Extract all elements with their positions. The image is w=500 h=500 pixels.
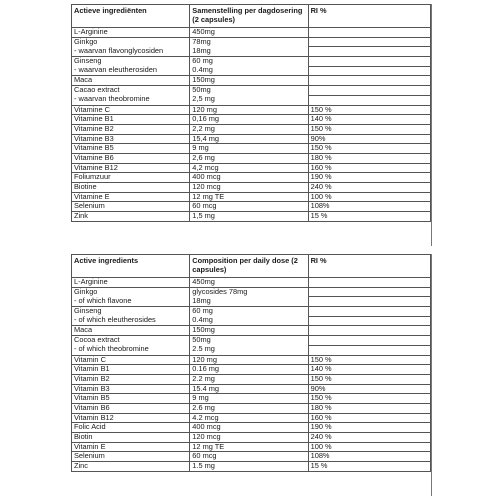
table-row: [72, 37, 431, 47]
ingredient-name: Cocoa extract: [72, 336, 190, 346]
ingredient-ri: [308, 57, 430, 67]
header-ingredients: Active ingredients: [72, 255, 190, 278]
ingredient-ri: 150 %: [308, 374, 430, 384]
table-row: [72, 105, 431, 115]
ingredient-amount: 12 mg TE: [190, 442, 308, 452]
table-row: [72, 413, 431, 423]
table-row: [72, 66, 431, 76]
ingredient-ri: [308, 66, 430, 76]
table-row: [72, 365, 431, 375]
ingredient-name: Cacao extract: [72, 86, 190, 96]
ingredient-name: Vitamine B2: [72, 124, 190, 134]
table-row: [72, 95, 431, 105]
ingredient-ri: 190 %: [308, 423, 430, 433]
ingredients-table-dutch: [71, 4, 431, 222]
table-row: [72, 374, 431, 384]
ingredient-ri: 140 %: [308, 115, 430, 125]
ingredient-name: Vitamin B5: [72, 394, 190, 404]
ingredient-amount: glycosides 78mg: [190, 287, 308, 297]
ingredient-ri: [308, 28, 430, 38]
table-row: [72, 403, 431, 413]
ingredient-name: Vitamin E: [72, 442, 190, 452]
ingredient-name: - waarvan flavonglycosiden: [72, 47, 190, 57]
table-row: [72, 86, 431, 96]
ingredient-amount: 60 mg: [190, 307, 308, 317]
ingredient-amount: 60 mg: [190, 57, 308, 67]
table-row: [72, 115, 431, 125]
table-row: [72, 183, 431, 193]
ingredient-amount: 1,5 mg: [190, 212, 308, 222]
ingredient-amount: 150mg: [190, 76, 308, 86]
ingredient-amount: 400 mcg: [190, 173, 308, 183]
table-row: [72, 212, 431, 222]
ingredient-amount: 9 mg: [190, 394, 308, 404]
ingredient-name: - waarvan theobromine: [72, 95, 190, 105]
ingredient-name: Vitamin B3: [72, 384, 190, 394]
ingredient-name: Selenium: [72, 202, 190, 212]
ingredient-name: Vitamine B1: [72, 115, 190, 125]
ingredient-name: Foliumzuur: [72, 173, 190, 183]
ingredient-ri: [308, 287, 430, 297]
ingredient-ri: [308, 316, 430, 326]
ingredient-amount: 2.5 mg: [190, 345, 308, 355]
ingredient-ri: [308, 47, 430, 57]
ingredient-ri: [308, 278, 430, 288]
ingredient-ri: 240 %: [308, 433, 430, 443]
ingredient-ri: 150 %: [308, 124, 430, 134]
ingredient-name: Ginseng: [72, 57, 190, 67]
ingredient-amount: 9 mg: [190, 144, 308, 154]
ingredient-name: Vitamin B12: [72, 413, 190, 423]
ingredient-amount: 0,16 mg: [190, 115, 308, 125]
ingredient-amount: 4.2 mcg: [190, 413, 308, 423]
ingredient-ri: [308, 297, 430, 307]
table-row: [72, 124, 431, 134]
ingredient-name: Vitamine E: [72, 192, 190, 202]
table-row: [72, 28, 431, 38]
ingredient-ri: 150 %: [308, 394, 430, 404]
ingredient-name: Folic Acid: [72, 423, 190, 433]
ingredient-ri: 108%: [308, 202, 430, 212]
ingredient-amount: 15,4 mg: [190, 134, 308, 144]
ingredient-name: Vitamin B1: [72, 365, 190, 375]
divider-line: [431, 254, 432, 496]
ingredient-amount: 120 mcg: [190, 183, 308, 193]
ingredient-amount: 4,2 mcg: [190, 163, 308, 173]
ingredient-name: - of which theobromine: [72, 345, 190, 355]
ingredient-name: Vitamin B2: [72, 374, 190, 384]
ingredient-ri: 100 %: [308, 192, 430, 202]
table-row: [72, 173, 431, 183]
table-row: [72, 202, 431, 212]
ingredient-ri: 108%: [308, 452, 430, 462]
ingredient-name: Zink: [72, 212, 190, 222]
ingredient-amount: 2.2 mg: [190, 374, 308, 384]
table-row: [72, 442, 431, 452]
table-row: [72, 76, 431, 86]
divider-line: [431, 4, 432, 246]
header-composition: Composition per daily dose (2 capsules): [190, 255, 308, 278]
ingredient-amount: 450mg: [190, 278, 308, 288]
ingredient-name: Vitamin C: [72, 355, 190, 365]
header-composition: Samenstelling per dagdosering (2 capsules): [190, 5, 308, 28]
ingredient-amount: 50mg: [190, 86, 308, 96]
ingredient-amount: 0.4mg: [190, 66, 308, 76]
ingredient-name: Zinc: [72, 462, 190, 472]
ingredient-ri: 15 %: [308, 212, 430, 222]
table-row: [72, 192, 431, 202]
ingredient-amount: 60 mcg: [190, 202, 308, 212]
table-row: [72, 316, 431, 326]
ingredient-ri: 15 %: [308, 462, 430, 472]
ingredient-name: Biotin: [72, 433, 190, 443]
ingredient-name: - of which eleutherosides: [72, 316, 190, 326]
ingredient-ri: 160 %: [308, 413, 430, 423]
ingredient-ri: 140 %: [308, 365, 430, 375]
header-ri: RI %: [308, 255, 430, 278]
ingredient-name: Maca: [72, 76, 190, 86]
ingredient-ri: [308, 307, 430, 317]
table-row: [72, 336, 431, 346]
ingredient-amount: 15.4 mg: [190, 384, 308, 394]
ingredient-name: Ginkgo: [72, 287, 190, 297]
ingredient-amount: 18mg: [190, 297, 308, 307]
table-row: [72, 452, 431, 462]
table-row: [72, 153, 431, 163]
ingredient-name: Vitamine B5: [72, 144, 190, 154]
ingredient-ri: [308, 345, 430, 355]
ingredient-amount: 12 mg TE: [190, 192, 308, 202]
ingredient-ri: [308, 326, 430, 336]
ingredient-name: L-Arginine: [72, 28, 190, 38]
ingredient-ri: 160 %: [308, 163, 430, 173]
ingredient-name: Ginseng: [72, 307, 190, 317]
ingredient-ri: 150 %: [308, 105, 430, 115]
table-row: [72, 394, 431, 404]
ingredient-ri: 190 %: [308, 173, 430, 183]
ingredient-amount: 78mg: [190, 37, 308, 47]
ingredient-name: Selenium: [72, 452, 190, 462]
table-row: [72, 307, 431, 317]
table-row: [72, 57, 431, 67]
ingredient-name: - waarvan eleutherosiden: [72, 66, 190, 76]
ingredient-amount: 1.5 mg: [190, 462, 308, 472]
table-row: [72, 326, 431, 336]
ingredient-amount: 2,5 mg: [190, 95, 308, 105]
ingredient-ri: 90%: [308, 134, 430, 144]
ingredient-amount: 60 mcg: [190, 452, 308, 462]
ingredient-name: Vitamin B6: [72, 403, 190, 413]
table-row: [72, 433, 431, 443]
ingredient-name: Maca: [72, 326, 190, 336]
ingredient-ri: 180 %: [308, 153, 430, 163]
table-row: [72, 144, 431, 154]
table-row: [72, 163, 431, 173]
ingredient-ri: [308, 86, 430, 96]
table-header-row: [72, 5, 431, 28]
table-row: [72, 287, 431, 297]
ingredient-ri: 100 %: [308, 442, 430, 452]
ingredient-amount: 0.4mg: [190, 316, 308, 326]
ingredient-amount: 2,6 mg: [190, 153, 308, 163]
ingredient-amount: 0.16 mg: [190, 365, 308, 375]
ingredient-name: Vitamine C: [72, 105, 190, 115]
ingredient-amount: 120 mg: [190, 355, 308, 365]
ingredient-name: - of which flavone: [72, 297, 190, 307]
ingredient-ri: [308, 95, 430, 105]
ingredient-ri: [308, 336, 430, 346]
header-ingredients: Actieve ingrediënten: [72, 5, 190, 28]
ingredient-name: Ginkgo: [72, 37, 190, 47]
table-row: [72, 423, 431, 433]
ingredient-amount: 2.6 mg: [190, 403, 308, 413]
table-row: [72, 355, 431, 365]
table-header-row: [72, 255, 431, 278]
ingredient-ri: [308, 37, 430, 47]
ingredient-amount: 120 mcg: [190, 433, 308, 443]
ingredient-ri: 150 %: [308, 355, 430, 365]
ingredient-ri: 180 %: [308, 403, 430, 413]
table-row: [72, 345, 431, 355]
table-row: [72, 278, 431, 288]
ingredient-ri: [308, 76, 430, 86]
ingredient-ri: 240 %: [308, 183, 430, 193]
ingredient-ri: 150 %: [308, 144, 430, 154]
ingredient-name: Vitamine B12: [72, 163, 190, 173]
header-ri: RI %: [308, 5, 430, 28]
ingredient-name: Biotine: [72, 183, 190, 193]
ingredient-amount: 2,2 mg: [190, 124, 308, 134]
ingredient-name: Vitamine B3: [72, 134, 190, 144]
ingredient-amount: 50mg: [190, 336, 308, 346]
ingredient-amount: 120 mg: [190, 105, 308, 115]
ingredient-ri: 90%: [308, 384, 430, 394]
ingredient-amount: 450mg: [190, 28, 308, 38]
ingredients-table-english: [71, 254, 431, 472]
ingredient-amount: 18mg: [190, 47, 308, 57]
table-row: [72, 47, 431, 57]
table-row: [72, 462, 431, 472]
ingredient-amount: 400 mcg: [190, 423, 308, 433]
ingredient-amount: 150mg: [190, 326, 308, 336]
ingredient-name: L-Arginine: [72, 278, 190, 288]
table-row: [72, 134, 431, 144]
ingredient-name: Vitamine B6: [72, 153, 190, 163]
table-row: [72, 384, 431, 394]
table-row: [72, 297, 431, 307]
